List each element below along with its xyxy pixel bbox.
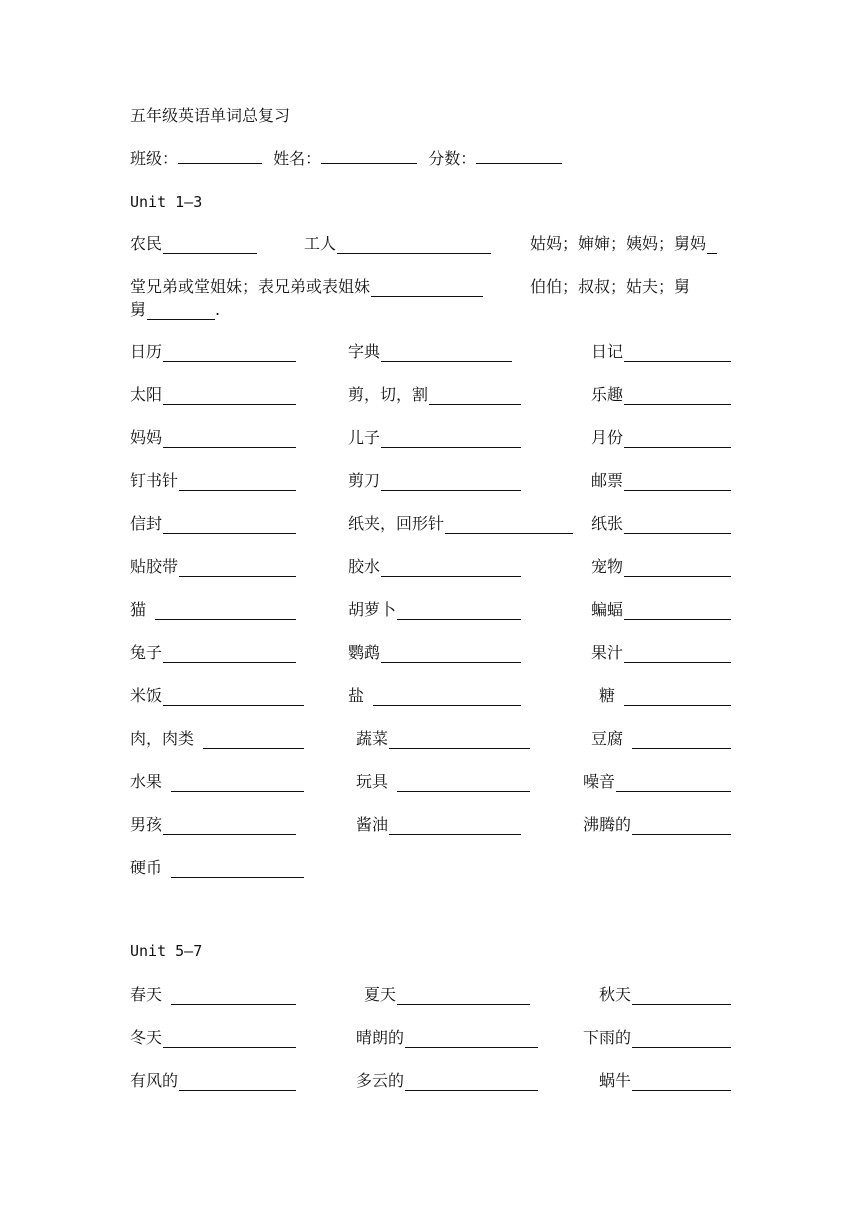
word-item bbox=[130, 729, 304, 749]
word-label: 兔子 bbox=[130, 643, 163, 662]
answer-blank[interactable] bbox=[405, 1074, 538, 1091]
answer-blank[interactable] bbox=[381, 474, 521, 491]
word-label: 纸张 bbox=[591, 514, 624, 533]
word-item bbox=[356, 1071, 538, 1091]
word-item bbox=[591, 428, 731, 448]
word-item bbox=[591, 729, 731, 749]
word-item bbox=[591, 385, 731, 405]
word-item bbox=[130, 1071, 296, 1091]
answer-blank[interactable] bbox=[171, 861, 304, 878]
answer-blank[interactable] bbox=[624, 689, 731, 706]
word-label: 月份 bbox=[591, 428, 624, 447]
answer-blank[interactable] bbox=[163, 431, 296, 448]
word-label: 钉书针 bbox=[130, 471, 179, 490]
word-label: 剪刀 bbox=[348, 471, 381, 490]
unit-5-7-heading: Unit 5—7 bbox=[130, 942, 203, 960]
word-item bbox=[130, 1028, 296, 1048]
answer-blank[interactable] bbox=[397, 775, 530, 792]
word-label: 多云的 bbox=[356, 1071, 405, 1090]
answer-blank[interactable] bbox=[624, 431, 731, 448]
answer-blank[interactable] bbox=[624, 474, 731, 491]
word-item bbox=[130, 815, 296, 835]
word-item bbox=[583, 1028, 731, 1048]
answer-blank[interactable] bbox=[163, 818, 296, 835]
answer-blank[interactable] bbox=[624, 517, 731, 534]
answer-blank[interactable] bbox=[624, 603, 731, 620]
word-item bbox=[356, 815, 521, 835]
word-item bbox=[348, 557, 521, 577]
answer-blank[interactable] bbox=[707, 237, 717, 254]
answer-blank[interactable] bbox=[179, 560, 296, 577]
word-item bbox=[356, 772, 530, 792]
word-label: 冬天 bbox=[130, 1028, 163, 1047]
word-item bbox=[356, 729, 530, 749]
answer-blank[interactable] bbox=[632, 732, 731, 749]
word-label: 妈妈 bbox=[130, 428, 163, 447]
score-label: 分数： bbox=[428, 149, 477, 168]
answer-blank[interactable] bbox=[632, 818, 731, 835]
answer-blank[interactable] bbox=[624, 646, 731, 663]
page-title: 五年级英语单词总复习 bbox=[130, 106, 291, 125]
answer-blank[interactable] bbox=[163, 345, 296, 362]
word-label: 太阳 bbox=[130, 385, 163, 404]
word-item bbox=[583, 772, 731, 792]
word-item bbox=[348, 385, 521, 405]
answer-blank[interactable] bbox=[371, 280, 483, 297]
student-info-row bbox=[130, 149, 562, 169]
word-label: 贴胶带 bbox=[130, 557, 179, 576]
word-label: 蔬菜 bbox=[356, 729, 389, 748]
unit-1-3-heading: Unit 1—3 bbox=[130, 193, 203, 211]
answer-blank[interactable] bbox=[632, 1031, 731, 1048]
answer-blank[interactable] bbox=[179, 474, 296, 491]
word-item: 堂兄弟或堂姐妹；表兄弟或表姐妹 bbox=[130, 277, 483, 297]
word-label: 肉，肉类 bbox=[130, 729, 195, 748]
word-label: 夏天 bbox=[364, 985, 397, 1004]
word-item bbox=[130, 514, 296, 534]
word-item bbox=[583, 815, 731, 835]
name-label: 姓名： bbox=[273, 149, 322, 168]
class-label: 班级： bbox=[130, 149, 179, 168]
word-label: 胡萝卜 bbox=[348, 600, 397, 619]
answer-blank[interactable] bbox=[147, 303, 215, 320]
answer-blank[interactable] bbox=[163, 689, 304, 706]
word-label: 硬币 bbox=[130, 858, 163, 877]
answer-blank[interactable] bbox=[163, 646, 296, 663]
answer-blank[interactable] bbox=[203, 732, 304, 749]
word-item bbox=[348, 643, 521, 663]
score-field[interactable] bbox=[476, 149, 562, 164]
answer-blank[interactable] bbox=[389, 818, 521, 835]
answer-blank[interactable] bbox=[624, 388, 731, 405]
answer-blank[interactable] bbox=[179, 1074, 296, 1091]
word-label: 噪音 bbox=[583, 772, 616, 791]
word-item bbox=[130, 428, 296, 448]
word-label: 春天 bbox=[130, 985, 163, 1004]
word-item bbox=[130, 858, 304, 878]
word-item bbox=[599, 985, 731, 1005]
answer-blank[interactable] bbox=[337, 237, 491, 254]
word-item bbox=[591, 557, 731, 577]
word-item bbox=[348, 514, 573, 534]
answer-blank[interactable] bbox=[381, 560, 521, 577]
word-item bbox=[356, 1028, 538, 1048]
word-label: 玩具 bbox=[356, 772, 389, 791]
word-label: 蜗牛 bbox=[599, 1071, 632, 1090]
answer-blank[interactable] bbox=[397, 603, 521, 620]
word-item bbox=[130, 600, 296, 620]
answer-blank[interactable] bbox=[171, 775, 304, 792]
word-label: 下雨的 bbox=[583, 1028, 632, 1047]
word-label: 胶水 bbox=[348, 557, 381, 576]
word-label: 秋天 bbox=[599, 985, 632, 1004]
class-field[interactable] bbox=[178, 149, 262, 164]
answer-blank[interactable] bbox=[389, 732, 530, 749]
answer-blank[interactable] bbox=[632, 988, 731, 1005]
answer-blank[interactable] bbox=[381, 431, 521, 448]
answer-blank[interactable] bbox=[155, 603, 296, 620]
name-field[interactable] bbox=[321, 149, 417, 164]
answer-blank[interactable] bbox=[429, 388, 521, 405]
answer-blank[interactable] bbox=[381, 345, 512, 362]
word-item bbox=[130, 643, 296, 663]
word-label: 蝙蝠 bbox=[591, 600, 624, 619]
answer-blank[interactable] bbox=[373, 689, 521, 706]
word-label: 信封 bbox=[130, 514, 163, 533]
answer-blank[interactable] bbox=[381, 646, 521, 663]
word-item bbox=[130, 471, 296, 491]
word-item bbox=[591, 342, 731, 362]
word-label: 猫 bbox=[130, 600, 147, 619]
word-label: 盐 bbox=[348, 686, 365, 705]
word-item: 姑妈；婶婶；姨妈；舅妈 bbox=[530, 234, 717, 254]
answer-blank[interactable] bbox=[624, 345, 731, 362]
answer-blank[interactable] bbox=[405, 1031, 538, 1048]
word-item bbox=[130, 557, 296, 577]
word-item: 农民 bbox=[130, 234, 257, 254]
word-label: 鹦鹉 bbox=[348, 643, 381, 662]
word-item bbox=[130, 686, 304, 706]
answer-blank[interactable] bbox=[163, 237, 257, 254]
word-item bbox=[591, 643, 731, 663]
word-item bbox=[364, 985, 530, 1005]
answer-blank[interactable] bbox=[616, 775, 731, 792]
word-label: 晴朗的 bbox=[356, 1028, 405, 1047]
word-label: 乐趣 bbox=[591, 385, 624, 404]
word-item bbox=[348, 342, 512, 362]
word-label: 沸腾的 bbox=[583, 815, 632, 834]
word-item bbox=[599, 1071, 731, 1091]
word-item bbox=[591, 471, 731, 491]
word-item: 舅 . bbox=[130, 300, 221, 319]
word-label: 水果 bbox=[130, 772, 163, 791]
word-label: 日历 bbox=[130, 342, 163, 361]
answer-blank[interactable] bbox=[624, 560, 731, 577]
word-label: 邮票 bbox=[591, 471, 624, 490]
word-label: 有风的 bbox=[130, 1071, 179, 1090]
word-item bbox=[130, 385, 296, 405]
word-item bbox=[348, 600, 521, 620]
word-label: 酱油 bbox=[356, 815, 389, 834]
answer-blank[interactable] bbox=[445, 517, 573, 534]
word-item bbox=[130, 772, 304, 792]
word-item bbox=[591, 514, 731, 534]
word-item: 工人 bbox=[304, 234, 491, 254]
answer-blank[interactable] bbox=[171, 988, 296, 1005]
answer-blank[interactable] bbox=[397, 988, 530, 1005]
word-label: 男孩 bbox=[130, 815, 163, 834]
answer-blank[interactable] bbox=[163, 388, 296, 405]
word-item bbox=[130, 342, 296, 362]
word-label: 米饭 bbox=[130, 686, 163, 705]
word-label: 糖 bbox=[599, 686, 616, 705]
word-item bbox=[130, 985, 296, 1005]
word-label: 儿子 bbox=[348, 428, 381, 447]
answer-blank[interactable] bbox=[632, 1074, 731, 1091]
word-item bbox=[599, 686, 731, 706]
word-label: 字典 bbox=[348, 342, 381, 361]
word-label: 豆腐 bbox=[591, 729, 624, 748]
word-label: 果汁 bbox=[591, 643, 624, 662]
word-item: 伯伯；叔叔；姑夫；舅 bbox=[530, 277, 691, 296]
word-label: 宠物 bbox=[591, 557, 624, 576]
word-label: 日记 bbox=[591, 342, 624, 361]
word-item bbox=[348, 428, 521, 448]
word-label: 纸夹，回形针 bbox=[348, 514, 445, 533]
answer-blank[interactable] bbox=[163, 1031, 296, 1048]
answer-blank[interactable] bbox=[163, 517, 296, 534]
word-item bbox=[591, 600, 731, 620]
word-item bbox=[348, 686, 521, 706]
word-label: 剪，切，割 bbox=[348, 385, 429, 404]
word-item bbox=[348, 471, 521, 491]
